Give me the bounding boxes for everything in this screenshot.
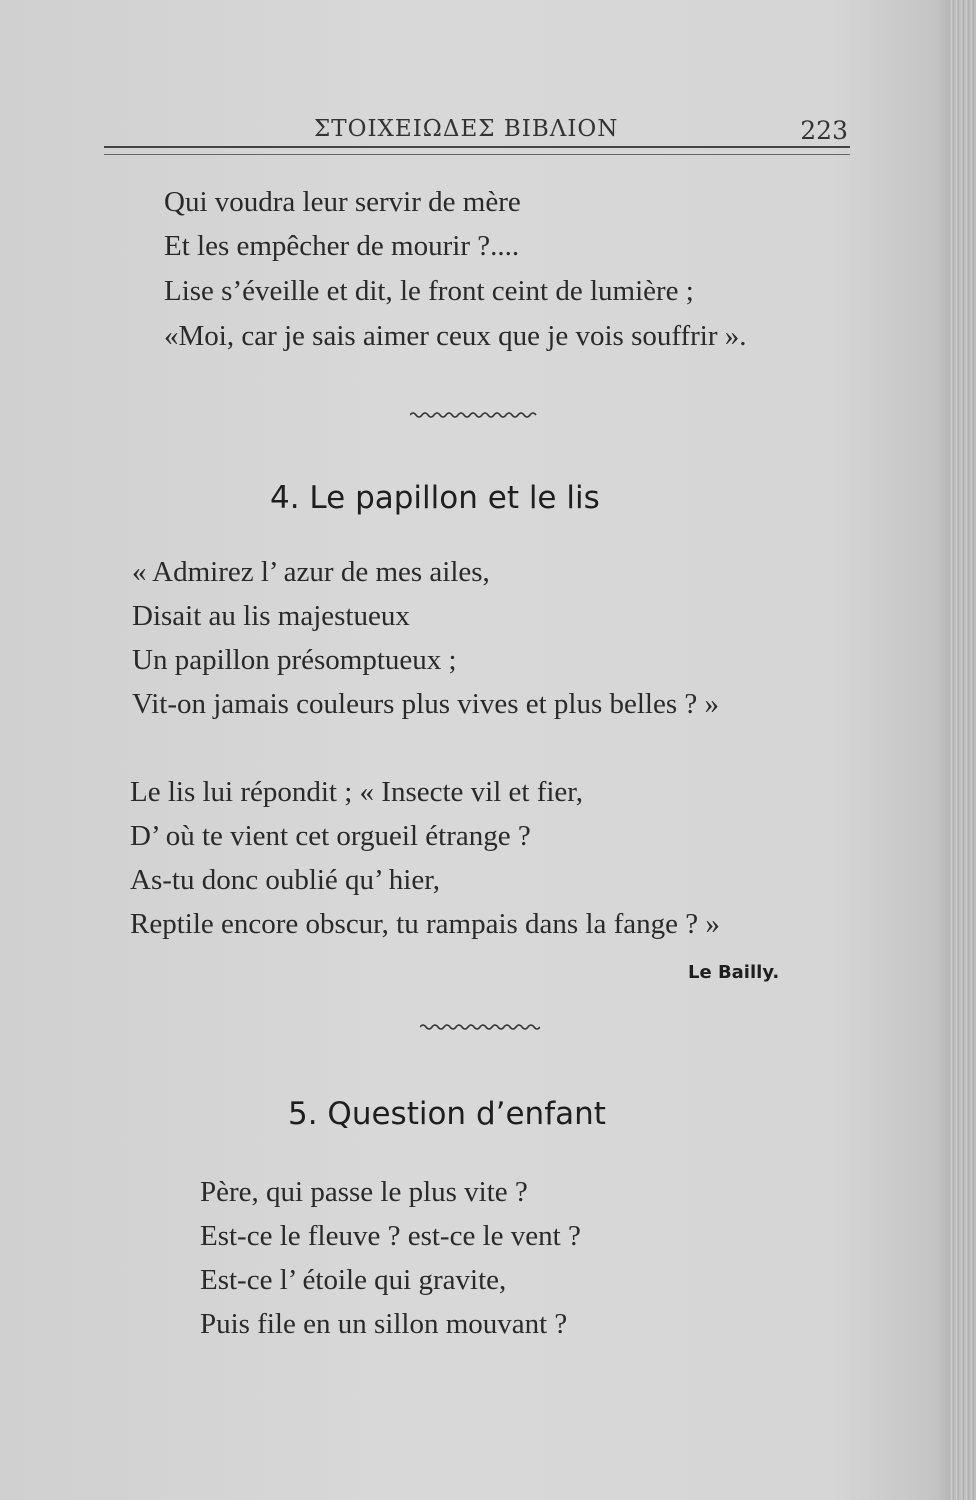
verse-line: Qui voudra leur servir de mère <box>164 186 521 218</box>
verse-line: Puis file en un sillon mouvant ? <box>200 1308 568 1340</box>
poem-title: 4. Le papillon et le lis <box>270 480 600 516</box>
header-rule <box>104 146 850 155</box>
verse-line: Vit-on jamais couleurs plus vives et plus belles ? » <box>132 688 720 720</box>
verse-line: Lise s’éveille et dit, le front ceint de lumière ; <box>164 275 694 307</box>
verse-line: Le lis lui répondit ; « Insecte vil et fier, <box>130 776 584 808</box>
verse-line: Reptile encore obscur, tu rampais dans la fange ? » <box>130 908 720 940</box>
verse-line: Est-ce le fleuve ? est-ce le vent ? <box>200 1220 581 1252</box>
poem-author: Le Bailly. <box>688 962 780 983</box>
verse-line: D’ où te vient cet orgueil étrange ? <box>130 820 531 852</box>
running-head <box>104 112 850 148</box>
verse-line: Est-ce l’ étoile qui gravite, <box>200 1264 507 1296</box>
running-title: ΣΤΟΙΧΕΙΩΔΕΣ ΒΙΒΛΙΟΝ <box>314 116 619 142</box>
wavy-ornament <box>410 410 540 420</box>
verse-line: Et les empêcher de mourir ?.... <box>164 230 520 262</box>
page-number: 223 <box>800 116 848 145</box>
verse-line: Disait au lis majestueux <box>132 600 410 632</box>
verse-line: Père, qui passe le plus vite ? <box>200 1176 528 1208</box>
verse-line: « Admirez l’ azur de mes ailes, <box>132 556 490 588</box>
wavy-ornament <box>420 1022 540 1032</box>
page-edge <box>950 0 976 1500</box>
poem-title: 5. Question d’enfant <box>288 1096 606 1132</box>
verse-line: As-tu donc oublié qu’ hier, <box>130 864 440 896</box>
verse-line: «Moi, car je sais aimer ceux que je vois souffrir ». <box>164 320 747 352</box>
verse-line: Un papillon présomptueux ; <box>132 644 457 676</box>
